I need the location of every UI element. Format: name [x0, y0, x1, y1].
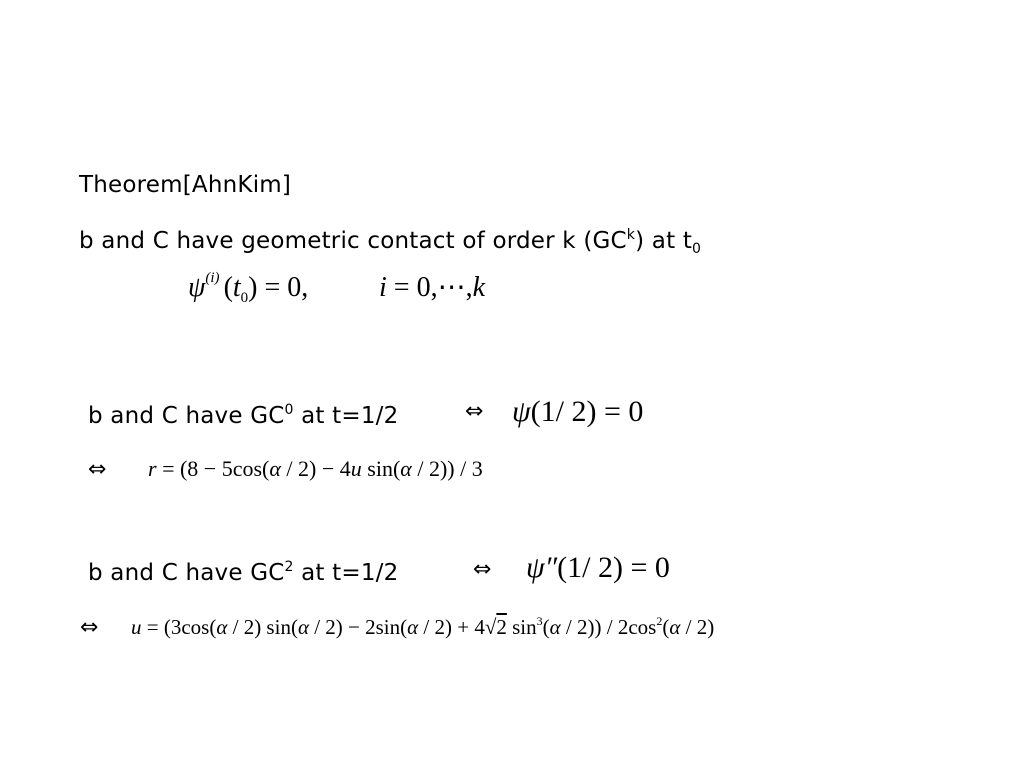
- u-variable: u: [131, 615, 142, 639]
- u-rhs-part: / 2) − 2sin(: [308, 615, 408, 639]
- eq1-rhs: ) = 0,: [248, 272, 309, 303]
- gc0-r-equation: [148, 458, 483, 480]
- sqrt-argument: 2: [496, 615, 507, 639]
- t-subscript: 0: [240, 290, 249, 306]
- gc2-psi-equation: [526, 553, 670, 583]
- psi-symbol: ψ: [188, 272, 206, 303]
- statement-prefix: b and C have geometric contact of order k (GC: [79, 228, 627, 254]
- gc0-label-suffix: at t=1/2: [293, 403, 399, 429]
- r-rhs-part: / 2)) / 3: [411, 456, 483, 481]
- statement-sub: 0: [692, 241, 702, 257]
- equation-index-range: [379, 274, 485, 302]
- gc2-label-suffix: at t=1/2: [293, 560, 399, 586]
- index-i: i: [379, 272, 387, 303]
- t-variable: t: [232, 272, 241, 303]
- gc0-equiv-arrow-2: ⇔: [88, 457, 107, 482]
- r-rhs-part: / 2) − 4: [280, 456, 351, 481]
- index-k: k: [472, 272, 486, 303]
- alpha-symbol: α: [549, 615, 561, 639]
- gc2-equiv-arrow: ⇔: [473, 557, 492, 582]
- sin-power: 3: [536, 614, 543, 628]
- alpha-symbol: α: [400, 456, 412, 481]
- u-rhs-part: sin: [506, 615, 537, 639]
- gc2-label-sup: 2: [284, 559, 294, 575]
- gc2-label-prefix: b and C have GC: [88, 560, 285, 586]
- theorem-title: Theorem[AhnKim]: [79, 172, 292, 198]
- r-variable: r: [148, 456, 157, 481]
- statement-mid: ) at t: [635, 228, 693, 254]
- r-rhs-part: sin(: [361, 456, 401, 481]
- derivative-order: (i): [205, 270, 220, 286]
- gc0-psi-rhs: (1/ 2) = 0: [530, 395, 644, 428]
- alpha-symbol: α: [297, 615, 309, 639]
- gc0-psi-equation: [512, 397, 643, 427]
- alpha-symbol: α: [269, 456, 281, 481]
- index-range: = 0,⋯,: [386, 272, 473, 303]
- r-rhs-part: = (8 − 5cos(: [156, 456, 270, 481]
- gc0-label: [88, 402, 399, 429]
- u-rhs-part: (: [662, 615, 670, 639]
- u-rhs-part: = (3cos(: [141, 615, 217, 639]
- u-rhs-part: (: [542, 615, 550, 639]
- alpha-symbol: α: [669, 615, 681, 639]
- paren-open: (: [223, 272, 233, 303]
- alpha-symbol: α: [407, 615, 419, 639]
- u-rhs-part: / 2) + 4: [418, 615, 485, 639]
- psi-double-prime-symbol: ψ″: [526, 551, 558, 584]
- cos-power: 2: [656, 614, 663, 628]
- alpha-symbol: α: [216, 615, 228, 639]
- theorem-statement: [79, 227, 702, 257]
- gc2-psi-rhs: (1/ 2) = 0: [557, 551, 670, 584]
- gc2-equiv-arrow-2: ⇔: [80, 615, 99, 640]
- u-rhs-part: / 2): [680, 615, 715, 639]
- gc2-label: [88, 559, 399, 586]
- gc2-u-equation: [131, 614, 715, 639]
- gc0-label-prefix: b and C have GC: [88, 403, 285, 429]
- gc0-equiv-arrow: ⇔: [465, 399, 484, 424]
- psi-symbol: ψ: [512, 395, 531, 428]
- u-variable: u: [350, 456, 362, 481]
- u-rhs-part: / 2)) / 2cos: [560, 615, 657, 639]
- u-rhs-part: / 2) sin(: [227, 615, 298, 639]
- gc0-label-sup: 0: [284, 402, 294, 418]
- statement-sup: k: [626, 227, 636, 243]
- equation-psi-derivatives: [188, 270, 309, 306]
- sqrt-symbol: √: [484, 615, 497, 639]
